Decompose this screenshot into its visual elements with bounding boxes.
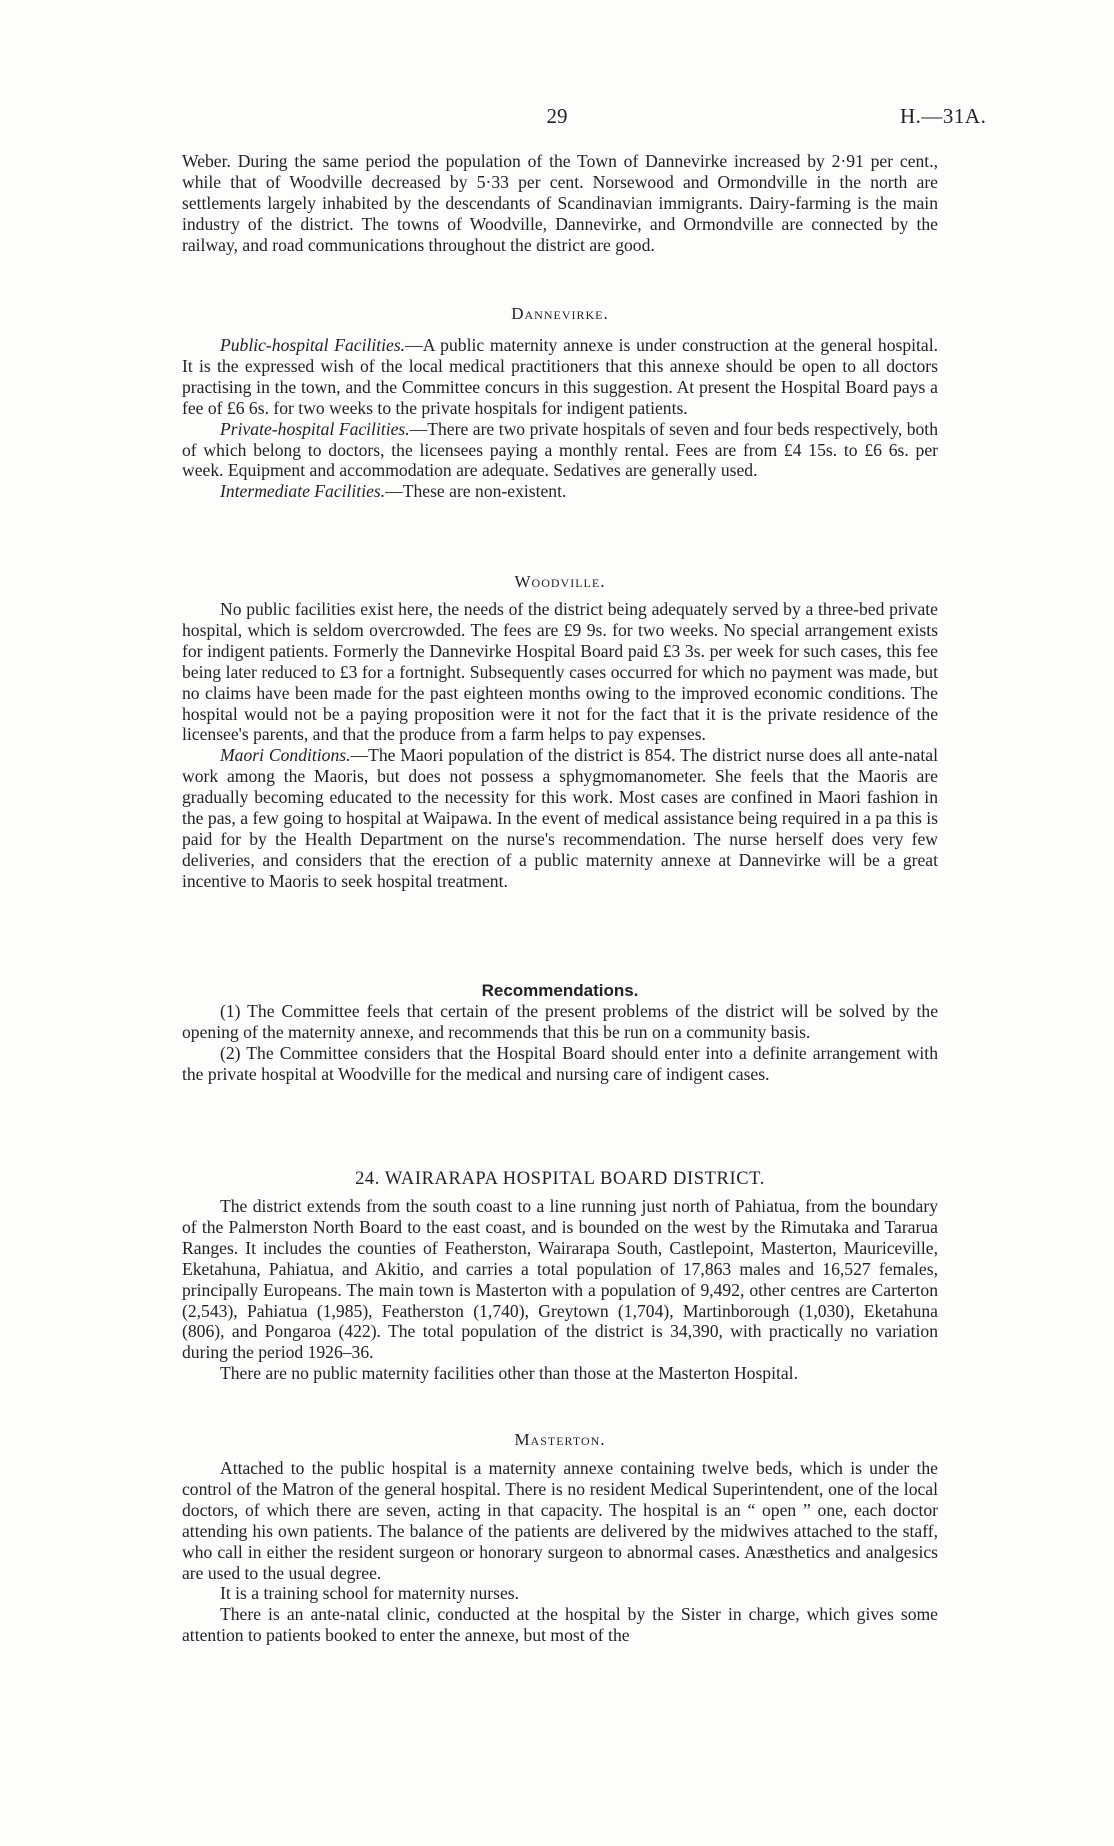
- dannevirke-body: [182, 335, 938, 502]
- recommendation-item: (2) The Committee considers that the Hospital Board should enter into a definite arrangement with the private hospital at Woodville for the medical and nursing care of indigent cases.: [182, 1042, 938, 1084]
- maori-conditions-paragraph: [182, 745, 938, 891]
- dannevirke-heading: Dannevirke.: [511, 304, 609, 323]
- public-hospital-label: Public-hospital Facilities.: [220, 335, 406, 355]
- page-number: 29: [546, 104, 568, 128]
- training-school-paragraph: It is a training school for maternity nurses.: [220, 1583, 520, 1604]
- masterton-heading: Masterton.: [514, 1430, 606, 1449]
- maori-conditions-text: —The Maori population of the district is 854. The district nurse does all ante-natal work among the Maoris, but does not possess a sphygmomanometer. She feels that the Maoris are gradually becoming educated to the necessity for this work. Most cases are confined in Maori fashion in the pas, a few going to hospital at Waipawa. In the event of medical assistance being required in a pa this is paid for by the Health Department on the nurse's recommendation. The nurse herself does very few deliveries, and considers that the erection of a public maternity annexe at Dannevirke will be a great incentive to Maoris to seek hospital treatment.: [182, 745, 939, 891]
- recommendation-item: (1) The Committee feels that certain of the present problems of the district will be solved by the opening of the maternity annexe, and recommends that this be run on a community basis.: [182, 1001, 938, 1042]
- ante-natal-paragraph: There is an ante-natal clinic, conducted at the hospital by the Sister in charge, which gives some attention to patients booked to enter the annexe, but most of the: [182, 1604, 938, 1646]
- masterton-body: [182, 1458, 938, 1646]
- wairarapa-paragraph: The district extends from the south coast to a line running just north of Pahiatua, from the boundary of the Palmerston North Board to the east coast, and is bounded on the west by the Rimutaka and Tararua Ranges. It includes the counties of Featherston, Wairarapa South, Castlepoint, Masterton, Mauriceville, Eketahuna, Pahiatua, and Akitio, and carries a total population of 17,863 males and 16,527 females, principally Europeans. The main town is Masterton with a population of 9,492, other centres are Carterton (2,543), Pahiatua (1,985), Featherston (1,740), Greytown (1,704), Martinborough (1,030), Eketahuna (806), and Pongaroa (422). The total population of the district is 34,390, with practically no variation during the period 1926–36.: [182, 1196, 938, 1363]
- woodville-paragraph: No public facilities exist here, the needs of the district being adequately served by a three-bed private hospital, which is seldom overcrowded. The fees are £9 9s. for two weeks. No special arrangement exists for indigent patients. Formerly the Dannevirke Hospital Board paid £3 3s. per week for such cases, this fee being later reduced to £3 for a fortnight. Subsequently cases occurred for which no payment was made, but no claims have been made for the past eighteen months owing to the improved economic conditions. The hospital would not be a paying proposition were it not for the fact that it is the private residence of the licensee's parents, and that the produce from a farm helps to pay expenses.: [182, 599, 938, 745]
- public-hospital-paragraph: [182, 335, 938, 419]
- woodville-heading: Woodville.: [514, 572, 606, 591]
- woodville-section: [182, 572, 938, 593]
- masterton-section: [182, 1430, 938, 1451]
- document-reference: H.—31A.: [900, 104, 987, 128]
- maori-conditions-label: Maori Conditions.: [220, 745, 351, 766]
- intro-section: [182, 151, 938, 256]
- recommendations-heading: Recommendations.: [481, 981, 639, 1000]
- intermediate-text: —These are non-existent.: [385, 481, 567, 502]
- private-hospital-paragraph: [182, 419, 938, 482]
- wairarapa-heading: 24. WAIRARAPA HOSPITAL BOARD DISTRICT.: [355, 1169, 765, 1189]
- intermediate-paragraph: [182, 481, 938, 502]
- private-hospital-label: Private-hospital Facilities.: [220, 418, 410, 439]
- masterton-paragraph: Attached to the public hospital is a maternity annexe containing twelve beds, which is under the control of the Matron of the general hospital. There is no resident Medical Superintendent, one of the local doctors, of which there are seven, acting in that capacity. The hospital is an “ open ” one, each doctor attending his own patients. The balance of the patients are delivered by the midwives attached to the staff, who call in either the resident surgeon or honorary surgeon to abnormal cases. Anæsthetics and analgesics are used to the usual degree.: [182, 1458, 938, 1583]
- woodville-body: [182, 599, 938, 892]
- intro-paragraph: Weber. During the same period the population of the Town of Dannevirke increased by 2·91 per cent., while that of Woodville decreased by 5·33 per cent. Norsewood and Ormondville in the north are settlements largely inhabited by the descendants of Scandinavian immigrants. Dairy-farming is the main industry of the district. The towns of Woodville, Dannevirke, and Ormondville are connected by the railway, and road communications throughout the district are good.: [182, 151, 938, 255]
- wairarapa-section: [182, 1168, 938, 1190]
- recommendations-section: [182, 980, 938, 1002]
- wairarapa-body: [182, 1196, 938, 1384]
- wairarapa-facilities-paragraph: There are no public maternity facilities other than those at the Masterton Hospital.: [220, 1363, 798, 1384]
- intermediate-label: Intermediate Facilities.: [220, 481, 386, 502]
- dannevirke-section: [182, 304, 938, 325]
- private-hospital-text: —There are two private hospitals of seven and four beds respectively, both of which belong to doctors, the licensees paying a monthly rental. Fees are from £4 15s. to £6 6s. per week. Equipment and accommodation are adequate. Sedatives are generally used.: [182, 418, 938, 481]
- public-hospital-text: —A public maternity annexe is under construction at the general hospital. It is the expressed wish of the local medical practitioners that this annexe should be open to all doctors practising in the town, and the Committee concurs in this suggestion. At present the Hospital Board pays a fee of £6 6s. for two weeks to the private hospitals for indigent patients.: [182, 335, 939, 418]
- recommendations-body: [182, 1001, 938, 1085]
